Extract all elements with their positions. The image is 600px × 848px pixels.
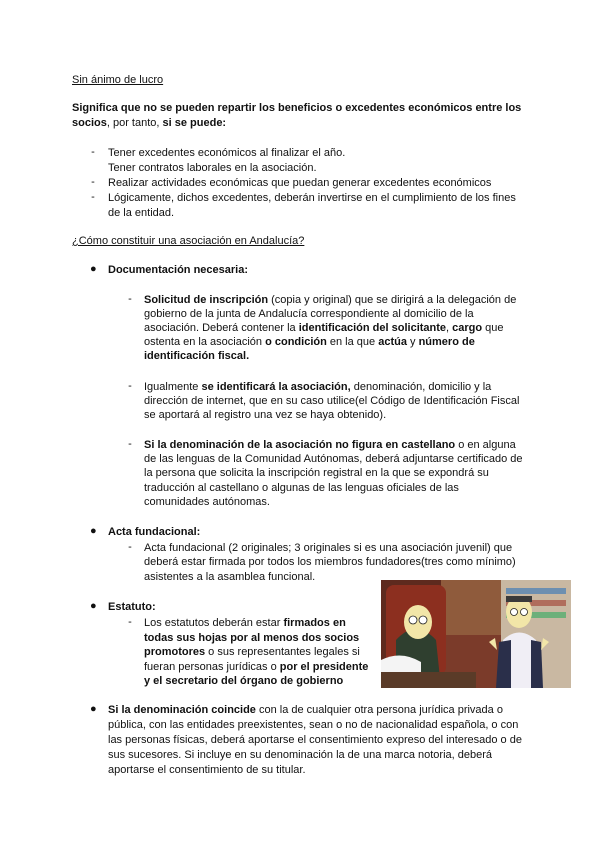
dash-marker: - [128,293,132,305]
dash-marker: - [91,176,95,188]
list-item: de la entidad. [108,207,175,219]
doc-p1-line: asociación. Deberá contener la identificación del solicitante, cargo que [144,322,504,334]
doc-p1-line: Solicitud de inscripción (copia y original) que se dirigirá a la delegación de [144,294,517,306]
dash-marker: - [91,191,95,203]
estatuto-line: y el secretario del órgano de gobierno [144,675,344,687]
doc-p3-line: comunidades autónomas. [144,496,270,508]
dash-marker: - [128,616,132,628]
list-item: Lógicamente, dichos excedentes, deberán invertirse en el cumplimiento de los fines [108,192,516,204]
cartoon-figures-icon [381,580,571,688]
acta-title: Acta fundacional: [108,526,201,538]
doc-p3-line: traducción al castellano o algunas de las lenguas oficiales de las [144,482,459,494]
acta-line: deberá estar firmada por todos los miembros fundadores(tres como mínimo) [144,556,516,568]
doc-p1-line: identificación fiscal. [144,350,250,362]
bullet-icon: ● [90,263,97,275]
estatuto-line: fueran personas jurídicas o por el presidente [144,661,369,673]
doc-p2-line: dirección de internet, que en su caso utilice(el Código de Identificación Fiscal [144,395,520,407]
doc-title: Documentación necesaria: [108,264,248,276]
dash-marker: - [128,541,132,553]
bullet-icon: ● [90,703,97,715]
bullet-icon: ● [90,600,97,612]
denominacion-line: sus sucesores. Si incluye en su denominación la de una marca notoria, deberá [108,749,493,761]
dash-marker: - [128,380,132,392]
dash-marker: - [91,146,95,158]
denominacion-line: Si la denominación coincide con la de cualquier otra persona jurídica privada o [108,704,503,716]
doc-p3-line: Si la denominación de la asociación no figura en castellano o en alguna [144,439,516,451]
estatuto-line: promotores o sus representantes legales si [144,646,360,658]
dash-marker: - [128,438,132,450]
doc-p3-line: de las lenguas de la Comunidad Autónomas, deberá adjuntarse certificado de [144,453,523,465]
doc-p2-line: Igualmente se identificará la asociación, denominación, domicilio y la [144,381,492,393]
list-item: Tener contratos laborales en la asociación. [108,162,317,174]
acta-line: asistentes a la asamblea funcional. [144,571,316,583]
denominacion-line: las personas físicas, deberá aportarse el consentimiento expreso del interesado o de [108,734,522,746]
estatuto-line: todas sus hojas por al menos dos socios [144,632,360,644]
acta-line: Acta fundacional (2 originales; 3 originales si es una asociación juvenil) que [144,542,513,554]
estatuto-line: Los estatutos deberán estar firmados en [144,617,346,629]
estatuto-title: Estatuto: [108,601,156,613]
list-item: Realizar actividades económicas que puedan generar excedentes económicos [108,177,492,189]
section-heading-constituir: ¿Cómo constituir una asociación en Andalucía? [72,235,305,247]
doc-p3-line: la persona que solicita la inscripción registral en la que se expondrá su [144,467,489,479]
denominacion-line: aportarse el consentimiento de su titular. [108,764,306,776]
doc-p1-line: ostenta en la asociación o condición en la que actúa y número de [144,336,475,348]
section-heading-sin-animo: Sin ánimo de lucro [72,74,164,86]
intro-line-1: Significa que no se pueden repartir los beneficios o excedentes económicos entre los [72,102,522,114]
doc-p2-line: se aportará al registro una vez se haya obtenido). [144,409,387,421]
bullet-icon: ● [90,525,97,537]
cartoon-illustration [381,580,571,688]
doc-p1-line: gobierno de la junta de Andalucía correspondiente al domicilio de la [144,308,474,320]
intro-line-2: socios, por tanto, si se puede: [72,117,227,129]
list-item: Tener excedentes económicos al finalizar el año. [108,147,346,159]
denominacion-line: pública, con las entidades preexistentes, sean o no de nacionalidad española, o con [108,719,519,731]
